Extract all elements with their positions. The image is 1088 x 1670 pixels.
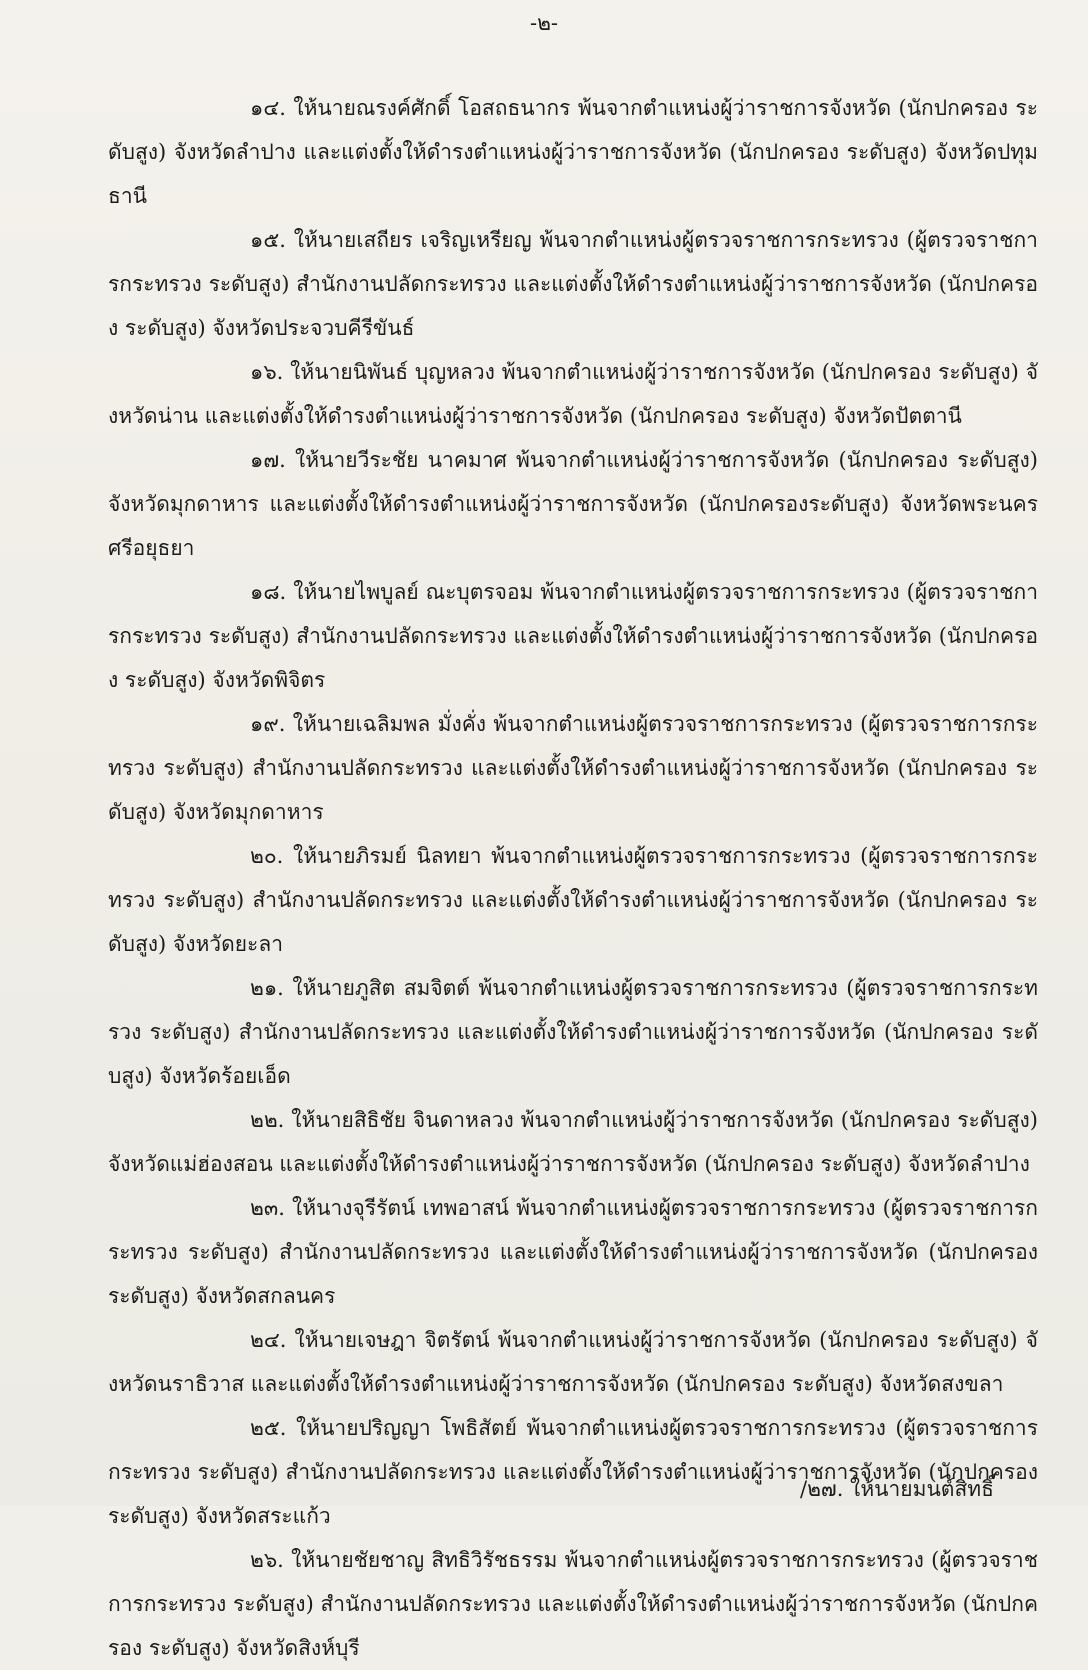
page-number: -๒-: [529, 11, 559, 35]
order-item: [108, 350, 1038, 438]
item-text: ให้นายภิรมย์ นิลทยา พ้นจากตำแหน่งผู้ตรวจราชการกระทรวง (ผู้ตรวจราชการกระทรวง ระดับสูง) สำนักงานปลัดกระทรวง และแต่งตั้งให้ดำรงตำแหน่งผู้ว่าราชการจังหวัด (นักปกครอง ระดับสูง) จังหวัดยะลา: [108, 844, 1038, 956]
order-item: [108, 1538, 1038, 1670]
item-text: ให้นายณรงค์ศักดิ์ โอสถธนากร พ้นจากตำแหน่งผู้ว่าราชการจังหวัด (นักปกครอง ระดับสูง) จังหวัดลำปาง และแต่งตั้งให้ดำรงตำแหน่งผู้ว่าราชการจังหวัด (นักปกครอง ระดับสูง) จังหวัดปทุมธานี: [108, 96, 1038, 208]
item-text: ให้นายเสถียร เจริญเหรียญ พ้นจากตำแหน่งผู้ตรวจราชการกระทรวง (ผู้ตรวจราชการกระทรวง ระดับสูง) สำนักงานปลัดกระทรวง และแต่งตั้งให้ดำรงตำแหน่งผู้ว่าราชการจังหวัด (นักปกครอง ระดับสูง) จังหวัดประจวบคีรีขันธ์: [108, 228, 1038, 340]
order-item: [108, 1406, 1038, 1538]
continuation-note: /๒๗. ให้นายมนต์สิทธิ์: [800, 1477, 994, 1501]
item-number: ๒๒.: [250, 1108, 285, 1132]
item-text: ให้นายวีระชัย นาคมาศ พ้นจากตำแหน่งผู้ว่าราชการจังหวัด (นักปกครอง ระดับสูง) จังหวัดมุกดาหาร และแต่งตั้งให้ดำรงตำแหน่งผู้ว่าราชการจังหวัด (นักปกครองระดับสูง) จังหวัดพระนครศรีอยุธยา: [108, 448, 1038, 560]
item-number: ๒๕.: [250, 1416, 287, 1440]
item-number: ๒๖.: [250, 1548, 284, 1572]
item-text: ให้นายเฉลิมพล มั่งคั่ง พ้นจากตำแหน่งผู้ตรวจราชการกระทรวง (ผู้ตรวจราชการกระทรวง ระดับสูง) สำนักงานปลัดกระทรวง และแต่งตั้งให้ดำรงตำแหน่งผู้ว่าราชการจังหวัด (นักปกครอง ระดับสูง) จังหวัดมุกดาหาร: [108, 712, 1038, 824]
item-text: ให้นายไพบูลย์ ณะบุตรจอม พ้นจากตำแหน่งผู้ตรวจราชการกระทรวง (ผู้ตรวจราชการกระทรวง ระดับสูง) สำนักงานปลัดกระทรวง และแต่งตั้งให้ดำรงตำแหน่งผู้ว่าราชการจังหวัด (นักปกครอง ระดับสูง) จังหวัดพิจิตร: [108, 580, 1038, 692]
item-text: ให้นายเจษฎา จิตรัตน์ พ้นจากตำแหน่งผู้ว่าราชการจังหวัด (นักปกครอง ระดับสูง) จังหวัดนราธิวาส และแต่งตั้งให้ดำรงตำแหน่งผู้ว่าราชการจังหวัด (นักปกครอง ระดับสูง) จังหวัดสงขลา: [108, 1328, 1038, 1396]
item-text: ให้นายนิพันธ์ บุญหลวง พ้นจากตำแหน่งผู้ว่าราชการจังหวัด (นักปกครอง ระดับสูง) จังหวัดน่าน และแต่งตั้งให้ดำรงตำแหน่งผู้ว่าราชการจังหวัด (นักปกครอง ระดับสูง) จังหวัดปัตตานี: [108, 360, 1038, 428]
order-list: [108, 86, 1038, 1670]
item-text: ให้นายชัยชาญ สิทธิวิรัชธรรม พ้นจากตำแหน่งผู้ตรวจราชการกระทรวง (ผู้ตรวจราชการกระทรวง ระดับสูง) สำนักงานปลัดกระทรวง และแต่งตั้งให้ดำรงตำแหน่งผู้ว่าราชการจังหวัด (นักปกครอง ระดับสูง) จังหวัดสิงห์บุรี: [108, 1548, 1038, 1660]
order-item: [108, 438, 1038, 570]
item-number: ๒๐.: [250, 844, 284, 868]
item-text: ให้นายสิธิชัย จินดาหลวง พ้นจากตำแหน่งผู้ว่าราชการจังหวัด (นักปกครอง ระดับสูง) จังหวัดแม่ฮ่องสอน และแต่งตั้งให้ดำรงตำแหน่งผู้ว่าราชการจังหวัด (นักปกครอง ระดับสูง) จังหวัดลำปาง: [108, 1108, 1038, 1176]
item-text: ให้นายภูสิต สมจิตต์ พ้นจากตำแหน่งผู้ตรวจราชการกระทรวง (ผู้ตรวจราชการกระทรวง ระดับสูง) สำนักงานปลัดกระทรวง และแต่งตั้งให้ดำรงตำแหน่งผู้ว่าราชการจังหวัด (นักปกครอง ระดับสูง) จังหวัดร้อยเอ็ด: [108, 976, 1038, 1088]
item-number: ๑๖.: [250, 360, 284, 384]
item-number: ๑๘.: [250, 580, 287, 604]
order-item: [108, 1318, 1038, 1406]
item-number: ๑๙.: [250, 712, 286, 736]
order-item: [108, 834, 1038, 966]
item-number: ๒๑.: [250, 976, 284, 1000]
order-item: [108, 966, 1038, 1098]
order-item: [108, 1186, 1038, 1318]
item-number: ๑๕.: [250, 228, 286, 252]
item-text: ให้นายปริญญา โพธิสัตย์ พ้นจากตำแหน่งผู้ตรวจราชการกระทรวง (ผู้ตรวจราชการกระทรวง ระดับสูง) สำนักงานปลัดกระทรวง และแต่งตั้งให้ดำรงตำแหน่งผู้ว่าราชการจังหวัด (นักปกครอง ระดับสูง) จังหวัดสระแก้ว: [108, 1416, 1038, 1528]
item-number: ๒๔.: [250, 1328, 287, 1352]
item-number: ๑๔.: [250, 96, 286, 120]
item-number: ๒๓.: [250, 1196, 285, 1220]
order-item: [108, 570, 1038, 702]
item-number: ๑๗.: [250, 448, 286, 472]
order-item: [108, 702, 1038, 834]
order-item: [108, 218, 1038, 350]
order-item: [108, 86, 1038, 218]
order-item: [108, 1098, 1038, 1186]
item-text: ให้นางจุรีรัตน์ เทพอาสน์ พ้นจากตำแหน่งผู้ตรวจราชการกระทรวง (ผู้ตรวจราชการกระทรวง ระดับสูง) สำนักงานปลัดกระทรวง และแต่งตั้งให้ดำรงตำแหน่งผู้ว่าราชการจังหวัด (นักปกครอง ระดับสูง) จังหวัดสกลนคร: [108, 1196, 1038, 1308]
